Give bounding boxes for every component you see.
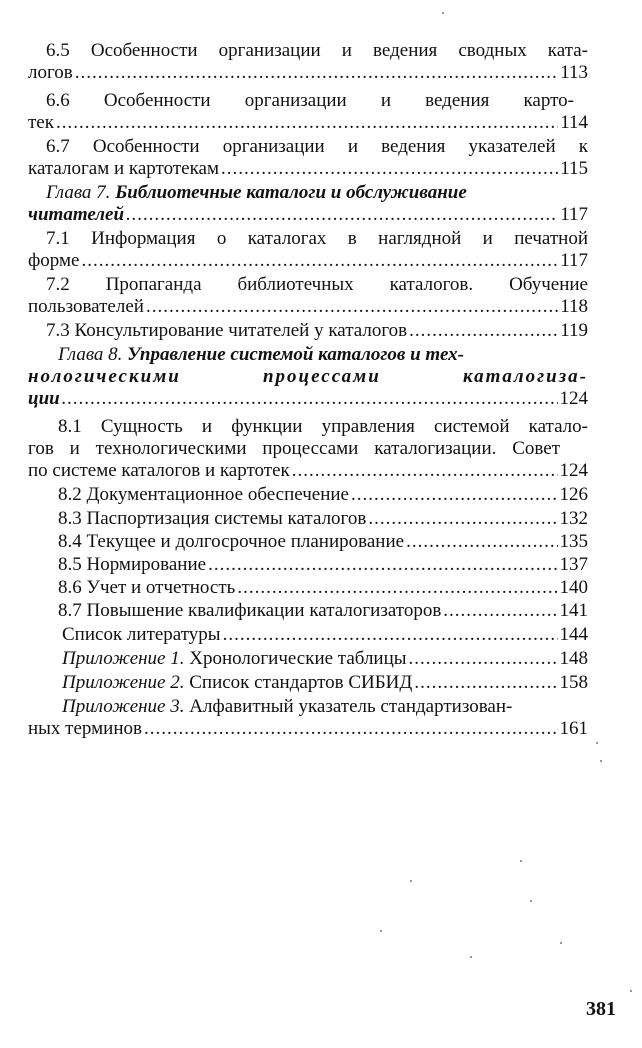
- toc-entry-text: 6.7 Особенности организации и ведения указателей к: [46, 136, 588, 157]
- dot-leader: [223, 624, 558, 646]
- dot-leader: [62, 388, 558, 410]
- page-ref: 114: [560, 112, 588, 133]
- toc-entry-text: пользователей: [28, 296, 144, 317]
- toc-entry-text: ных терминов: [28, 718, 142, 739]
- chapter-title: ции: [28, 388, 60, 409]
- toc-entry-text: 8.6 Учет и отчетность: [58, 577, 236, 598]
- toc-entry-text: логов: [28, 62, 73, 83]
- toc-entry-text: 8.7 Повышение квалификации каталогизаторов: [58, 600, 442, 621]
- dot-leader: [221, 158, 558, 180]
- page-ref: 148: [559, 648, 588, 669]
- toc-entry-text: 8.4 Текущее и долгосрочное планирование: [58, 531, 405, 552]
- toc-entry-text: Список стандартов СИБИД: [189, 672, 413, 693]
- toc-entry-6-5: [28, 40, 588, 84]
- appendix-label: Приложение 3.: [62, 696, 185, 717]
- page-ref: 141: [559, 600, 588, 621]
- toc-entry-text: Хронологические таблицы: [189, 648, 407, 669]
- toc-entry-references: [28, 624, 588, 646]
- page-ref: 140: [559, 577, 588, 598]
- toc-entry-text: 8.1 Сущность и функции управления системой катало-: [58, 416, 588, 437]
- toc-entry-text: 8.3 Паспортизация системы каталогов: [58, 508, 367, 529]
- page-ref: 137: [559, 554, 588, 575]
- toc-entry-text: Список литературы: [62, 624, 221, 645]
- toc-entry-text: 6.6 Особенности организации и ведения карто-: [46, 90, 574, 111]
- toc-entry-text: каталогам и картотекам: [28, 158, 219, 179]
- page-ref: 113: [560, 62, 588, 83]
- toc-entry-text: гов и технологическими процессами каталогизации. Совет: [28, 438, 560, 459]
- chapter-title: читателей: [28, 204, 125, 225]
- toc-entry-8-4: [28, 531, 588, 553]
- page-ref: 124: [559, 388, 588, 409]
- toc-entry-text: Алфавитный указатель стандартизован-: [189, 696, 513, 717]
- toc-appendix-2: [28, 672, 588, 694]
- dot-leader: [443, 600, 557, 622]
- page-ref: 117: [560, 204, 588, 225]
- chapter-title: Библиотечные каталоги и обслуживание: [115, 182, 467, 203]
- toc-entry-8-7: [28, 600, 588, 622]
- toc-chapter-7: [28, 182, 588, 226]
- toc-entry-7-1: [28, 228, 588, 272]
- toc-entry-8-1: [28, 416, 588, 482]
- toc-entry-text: по системе каталогов и картотек: [28, 460, 290, 481]
- page-ref: 124: [559, 460, 588, 481]
- page-ref: 161: [559, 718, 588, 739]
- page-ref: 119: [560, 320, 588, 341]
- toc-entry-8-6: [28, 577, 588, 599]
- scan-speck: [530, 900, 532, 902]
- chapter-title: нологическими процессами каталогиза-: [28, 366, 588, 387]
- dot-leader: [237, 577, 557, 599]
- chapter-label: Глава 7.: [46, 182, 111, 203]
- page-ref: 117: [560, 250, 588, 271]
- page-ref: 158: [559, 672, 588, 693]
- toc-entry-8-2: [28, 484, 588, 506]
- toc-entry-6-6: [28, 90, 588, 134]
- scan-speck: [600, 760, 602, 762]
- dot-leader: [75, 62, 558, 84]
- dot-leader: [409, 648, 558, 670]
- scan-speck: [560, 942, 562, 944]
- toc-entry-text: форме: [28, 250, 80, 271]
- chapter-title: Управление системой каталогов и тех-: [127, 344, 464, 365]
- dot-leader: [409, 320, 558, 342]
- dot-leader: [414, 672, 557, 694]
- page-ref: 126: [559, 484, 588, 505]
- dot-leader: [208, 554, 557, 576]
- dot-leader: [292, 460, 558, 482]
- toc-entry-8-5: [28, 554, 588, 576]
- toc-entry-7-2: [28, 274, 588, 318]
- dot-leader: [81, 250, 558, 272]
- scan-speck: [596, 742, 598, 744]
- dot-leader: [368, 508, 557, 530]
- page-ref: 132: [559, 508, 588, 529]
- toc-entry-text: 7.1 Информация о каталогах в наглядной и печатной: [46, 228, 588, 249]
- toc-appendix-3: [28, 696, 588, 740]
- scan-speck: [520, 860, 522, 862]
- appendix-label: Приложение 2.: [62, 672, 185, 693]
- page-number: 381: [586, 998, 616, 1020]
- chapter-label: Глава 8.: [58, 344, 123, 365]
- scan-speck: [470, 956, 472, 958]
- appendix-label: Приложение 1.: [62, 648, 185, 669]
- toc-entry-text: 7.2 Пропаганда библиотечных каталогов. Обучение: [46, 274, 588, 295]
- toc-entry-6-7: [28, 136, 588, 180]
- scan-speck: [442, 12, 444, 14]
- toc-entry-text: 6.5 Особенности организации и ведения сводных ката-: [46, 40, 588, 61]
- page-ref: 115: [560, 158, 588, 179]
- toc-chapter-8: [28, 344, 588, 410]
- dot-leader: [126, 204, 558, 226]
- toc-entry-text: 8.5 Нормирование: [58, 554, 207, 575]
- toc-entry-8-3: [28, 508, 588, 530]
- page-ref: 144: [559, 624, 588, 645]
- dot-leader: [351, 484, 558, 506]
- dot-leader: [56, 112, 558, 134]
- scan-speck: [380, 930, 382, 932]
- toc-appendix-1: [28, 648, 588, 670]
- toc-entry-7-3: [28, 320, 588, 342]
- toc-entry-text: 8.2 Документационное обеспечение: [58, 484, 349, 505]
- page-ref: 135: [559, 531, 588, 552]
- scan-speck: [630, 990, 632, 992]
- toc-entry-text: 7.3 Консультирование читателей у каталогов: [46, 320, 408, 341]
- scan-speck: [410, 880, 412, 882]
- page-ref: 118: [560, 296, 588, 317]
- toc-entry-text: тек: [28, 112, 54, 133]
- dot-leader: [146, 296, 558, 318]
- dot-leader: [144, 718, 558, 740]
- dot-leader: [406, 531, 557, 553]
